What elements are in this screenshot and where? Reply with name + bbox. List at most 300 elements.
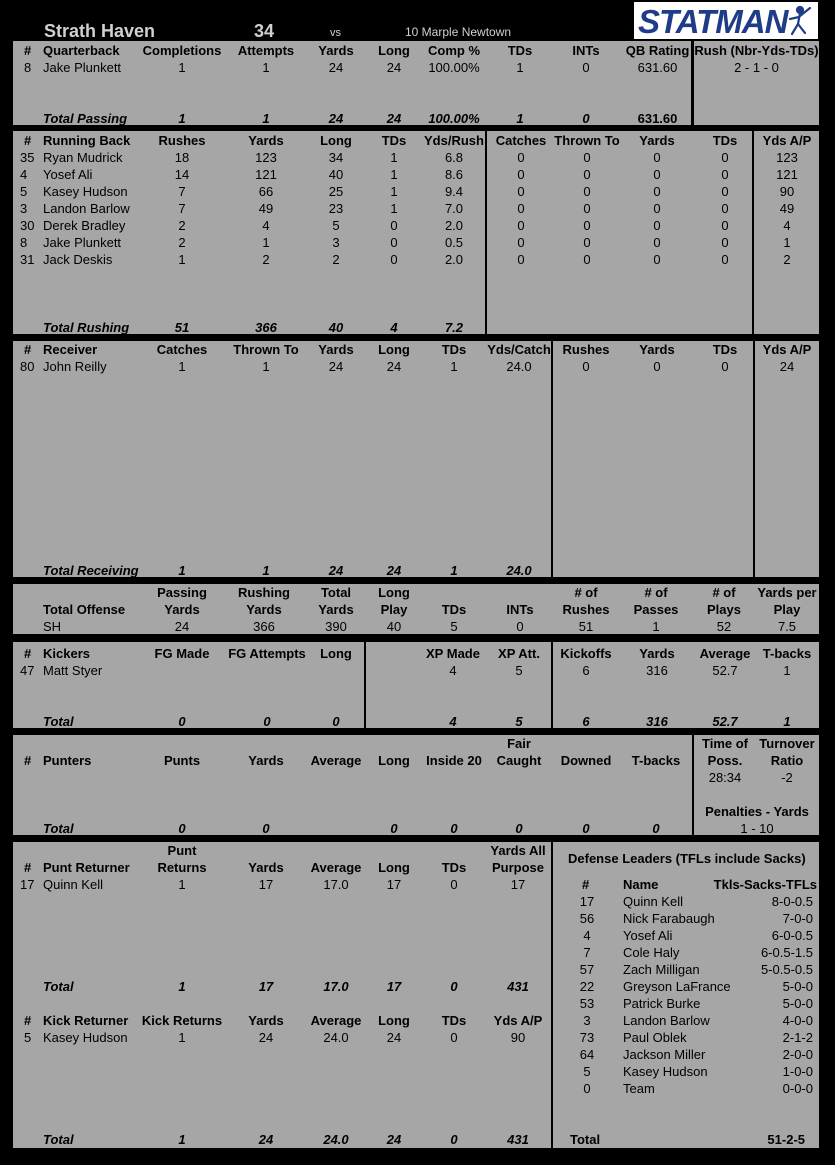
- player-name: Derek Bradley: [43, 218, 126, 233]
- defender-stats: 5-0-0: [782, 979, 813, 994]
- kick-returns: 1: [178, 1030, 186, 1045]
- head-num-of-2: # of: [644, 585, 668, 600]
- t-backs: 1: [783, 663, 791, 678]
- col-rush-yards: Yards: [639, 342, 675, 357]
- defender-stats: 6-0.5-1.5: [760, 945, 813, 960]
- col-long: Long: [378, 753, 410, 768]
- head-long-play: Play: [380, 602, 408, 617]
- long: 25: [328, 184, 344, 199]
- total-kickoff-yards: 316: [646, 714, 668, 729]
- rush-tds: 0: [721, 359, 729, 374]
- col-long: Long: [320, 646, 352, 661]
- total-label: Total: [43, 714, 74, 729]
- comp-pct: 100.00%: [428, 60, 480, 75]
- col-ints: INTs: [572, 43, 600, 58]
- thrown-to: 0: [583, 184, 591, 199]
- yards: 66: [258, 184, 274, 199]
- yards-all-purpose: 17: [510, 877, 526, 892]
- yds-ap: 90: [510, 1030, 526, 1045]
- kickoffs: 6: [582, 663, 590, 678]
- total-catches: 1: [178, 563, 186, 578]
- rec-yards: 0: [653, 201, 661, 216]
- col-downed: Downed: [560, 753, 612, 768]
- total-long: 17: [386, 979, 402, 994]
- long: 40: [328, 167, 344, 182]
- total-yards: 24: [328, 111, 344, 126]
- defender-name: Nick Farabaugh: [623, 911, 715, 926]
- long-play: 40: [386, 619, 402, 634]
- long: 5: [332, 218, 340, 233]
- total-tds: 1: [450, 563, 458, 578]
- col-tds: TDs: [441, 860, 467, 875]
- total-all-purpose: 431: [507, 979, 529, 994]
- head-punt: Punt: [167, 843, 197, 858]
- head-num-of-3: # of: [712, 585, 736, 600]
- yds-ap: 49: [779, 201, 795, 216]
- passing-yards: 24: [174, 619, 190, 634]
- total-inside-20: 0: [450, 821, 458, 836]
- col-catches: Catches: [495, 133, 547, 148]
- col-quarterback: Quarterback: [43, 43, 120, 58]
- col-inside-20: Inside 20: [426, 753, 482, 768]
- col-punts: Punts: [163, 753, 201, 768]
- thrown-to: 1: [262, 359, 270, 374]
- opponent-name: 10 Marple Newtown: [405, 25, 512, 39]
- catches: 0: [517, 167, 525, 182]
- player-number: 5: [20, 184, 28, 199]
- head-passing-yards: Yards: [164, 602, 200, 617]
- defense-title: Defense Leaders (TFLs include Sacks): [568, 851, 806, 866]
- col-player-name: Running Back: [43, 133, 131, 148]
- average: 17.0: [323, 877, 349, 892]
- total-long: 24: [386, 1132, 402, 1147]
- head-yards-per: Yards per: [757, 585, 817, 600]
- defender-number: 0: [583, 1081, 591, 1096]
- total-value: 51-2-5: [767, 1132, 805, 1147]
- total-tds: 0: [450, 979, 458, 994]
- yds-rush: 2.0: [444, 252, 464, 267]
- plays: 52: [716, 619, 732, 634]
- yards: 24: [328, 60, 344, 75]
- player-number: 4: [20, 167, 28, 182]
- divider: [692, 735, 694, 835]
- col-number: #: [582, 877, 590, 892]
- col-comp-pct: Comp %: [428, 43, 480, 58]
- col-average: Average: [699, 646, 751, 661]
- long: 24: [386, 1030, 402, 1045]
- col-rushes: Rushes: [562, 342, 610, 357]
- team-score: 34: [254, 21, 275, 41]
- player-name: Ryan Mudrick: [43, 150, 123, 165]
- col-number: #: [24, 646, 32, 661]
- total-punts: 0: [178, 821, 186, 836]
- defender-name: Zach Milligan: [623, 962, 700, 977]
- defender-name: Kasey Hudson: [623, 1064, 708, 1079]
- total-average: 17.0: [323, 979, 349, 994]
- total-xp-att: 5: [515, 714, 523, 729]
- returns: 1: [178, 877, 186, 892]
- rec-tds: 0: [721, 167, 729, 182]
- defender-number: 22: [579, 979, 595, 994]
- penalties-label: Penalties - Yards: [705, 804, 809, 819]
- thrown-to: 0: [583, 235, 591, 250]
- head-rushing-yards: Yards: [246, 602, 282, 617]
- head-passing: Passing: [157, 585, 207, 600]
- defender-stats: 2-1-2: [782, 1030, 813, 1045]
- col-number: #: [24, 43, 32, 58]
- player-name: Jake Plunkett: [43, 60, 122, 75]
- catches: 0: [517, 235, 525, 250]
- head-passes: Passes: [633, 602, 679, 617]
- yards: 123: [255, 150, 277, 165]
- rec-tds: 0: [721, 252, 729, 267]
- defender-number: 7: [583, 945, 591, 960]
- long: 23: [328, 201, 344, 216]
- col-rec-yards: Yards: [639, 133, 675, 148]
- total-average: 52.7: [712, 714, 738, 729]
- tds: 1: [390, 167, 398, 182]
- defender-name: Cole Haly: [623, 945, 680, 960]
- yds-rush: 0.5: [444, 235, 464, 250]
- completions: 1: [178, 60, 186, 75]
- col-t-backs: T-backs: [762, 646, 812, 661]
- rec-tds: 0: [721, 218, 729, 233]
- team-name: Strath Haven: [44, 21, 156, 41]
- thrown-to: 0: [583, 252, 591, 267]
- col-completions: Completions: [142, 43, 222, 58]
- col-punt-returner: Punt Returner: [43, 860, 130, 875]
- col-yards: Yards: [248, 753, 284, 768]
- yds-rush: 8.6: [444, 167, 464, 182]
- receiving-panel: [13, 341, 819, 577]
- col-average: Average: [310, 860, 362, 875]
- defender-name: Jackson Miller: [623, 1047, 706, 1062]
- col-yds-ap: Yds A/P: [762, 342, 812, 357]
- total-fg-attempts: 0: [263, 714, 271, 729]
- total-tds: 0: [450, 1132, 458, 1147]
- total-yards: 17: [258, 979, 274, 994]
- total-thrown-to: 1: [262, 563, 270, 578]
- player-number: 17: [20, 877, 35, 892]
- player-name: Landon Barlow: [43, 201, 130, 216]
- col-long: Long: [320, 133, 352, 148]
- average: 24.0: [323, 1030, 349, 1045]
- total-yds-catch: 24.0: [506, 563, 532, 578]
- yds-ap: 121: [776, 167, 798, 182]
- player-number: 8: [20, 235, 28, 250]
- rushes: 7: [178, 184, 186, 199]
- col-fg-attempts: FG Attempts: [228, 646, 306, 661]
- head-rushes: Rushes: [562, 602, 610, 617]
- total-yards: 24: [328, 563, 344, 578]
- total-ints: 0: [582, 111, 590, 126]
- player-name: Kasey Hudson: [43, 184, 128, 199]
- yards: 24: [328, 359, 344, 374]
- col-yards: Yards: [318, 43, 354, 58]
- defender-number: 53: [579, 996, 595, 1011]
- col-average: Average: [310, 753, 362, 768]
- catches: 0: [517, 150, 525, 165]
- col-tds: TDs: [441, 1013, 467, 1028]
- yards: 4: [262, 218, 270, 233]
- tds: 1: [390, 150, 398, 165]
- col-kick-returner: Kick Returner: [43, 1013, 129, 1028]
- col-returns: Returns: [157, 860, 207, 875]
- total-long: 0: [390, 821, 398, 836]
- ints: 0: [582, 60, 590, 75]
- total-tds: 4: [390, 320, 398, 335]
- yds-ap: 4: [783, 218, 791, 233]
- col-average: Average: [310, 1013, 362, 1028]
- rushes: 0: [582, 359, 590, 374]
- rush-summary: 2 - 1 - 0: [734, 60, 779, 75]
- thrown-to: 0: [583, 201, 591, 216]
- defender-number: 57: [579, 962, 595, 977]
- col-xp-att: XP Att.: [498, 646, 540, 661]
- col-long: Long: [378, 342, 410, 357]
- attempts: 1: [262, 60, 270, 75]
- col-thrown-to: Thrown To: [554, 133, 620, 148]
- col-yds-ap: Yds A/P: [493, 1013, 543, 1028]
- col-yds-rush: Yds/Rush: [424, 133, 484, 148]
- divider: [551, 642, 553, 728]
- defender-number: 56: [579, 911, 595, 926]
- total-long: 24: [386, 111, 402, 126]
- total-label: Total: [43, 821, 74, 836]
- defender-number: 4: [583, 928, 591, 943]
- tds: 0: [450, 877, 458, 892]
- vs-label: vs: [330, 27, 341, 39]
- defender-stats: 0-0-0: [782, 1081, 813, 1096]
- divider: [551, 341, 553, 577]
- head-total-yards: Yards: [318, 602, 354, 617]
- col-name: Name: [623, 877, 659, 892]
- col-long: Long: [378, 43, 410, 58]
- catches: 0: [517, 252, 525, 267]
- defender-number: 64: [579, 1047, 595, 1062]
- col-yards: Yards: [318, 342, 354, 357]
- total-yards: 366: [255, 320, 277, 335]
- long: 17: [386, 877, 402, 892]
- total-label: Total Passing: [43, 111, 128, 126]
- yds-rush: 6.8: [444, 150, 464, 165]
- defender-number: 3: [583, 1013, 591, 1028]
- total-long: 0: [332, 714, 340, 729]
- time-of-poss-label-2: Poss.: [707, 753, 743, 768]
- rec-tds: 0: [721, 150, 729, 165]
- kickoff-average: 52.7: [712, 663, 738, 678]
- head-ints: INTs: [506, 602, 534, 617]
- statman-logo: [634, 2, 818, 39]
- turnover-ratio-value: -2: [781, 770, 793, 785]
- total-fair-caught: 0: [515, 821, 523, 836]
- total-t-backs: 0: [652, 821, 660, 836]
- defender-name: Landon Barlow: [623, 1013, 710, 1028]
- defender-stats: 6-0-0.5: [771, 928, 813, 943]
- rushes: 18: [174, 150, 190, 165]
- tds: 0: [390, 252, 398, 267]
- thrown-to: 0: [583, 150, 591, 165]
- kickoff-yards: 316: [646, 663, 668, 678]
- col-tds: TDs: [381, 133, 407, 148]
- col-yds-ap: Yds A/P: [762, 133, 812, 148]
- col-player-name: Receiver: [43, 342, 98, 357]
- rec-tds: 0: [721, 201, 729, 216]
- col-punters: Punters: [43, 753, 92, 768]
- yds-ap: 2: [783, 252, 791, 267]
- defender-name: Greyson LaFrance: [623, 979, 731, 994]
- yds-rush: 7.0: [444, 201, 464, 216]
- rec-tds: 0: [721, 184, 729, 199]
- col-yards: Yards: [639, 646, 675, 661]
- tds: 0: [390, 235, 398, 250]
- yards: 49: [258, 201, 274, 216]
- tds: 5: [450, 619, 458, 634]
- total-label: Total: [43, 979, 74, 994]
- rec-tds: 0: [721, 235, 729, 250]
- total-returns: 1: [178, 979, 186, 994]
- total-tds: 1: [516, 111, 524, 126]
- col-yds-catch: Yds/Catch: [487, 342, 551, 357]
- total-attempts: 1: [262, 111, 270, 126]
- col-kick-returns: Kick Returns: [141, 1013, 223, 1028]
- col-purpose: Purpose: [491, 860, 544, 875]
- rushes: 7: [178, 201, 186, 216]
- player-name: Jack Deskis: [43, 252, 113, 267]
- thrown-to: 0: [583, 218, 591, 233]
- head-yards-all: Yards All: [490, 843, 546, 858]
- total-label: Total: [43, 1132, 74, 1147]
- total-label: Total Rushing: [43, 320, 130, 335]
- total-downed: 0: [582, 821, 590, 836]
- turnover-ratio-label-2: Ratio: [770, 753, 804, 768]
- rec-yards: 0: [653, 218, 661, 233]
- col-thrown-to: Thrown To: [233, 342, 299, 357]
- head-rushing: Rushing: [238, 585, 290, 600]
- rec-yards: 0: [653, 150, 661, 165]
- defender-stats: 5-0-0: [782, 996, 813, 1011]
- player-number: 3: [20, 201, 28, 216]
- yards: 2: [262, 252, 270, 267]
- catches: 0: [517, 218, 525, 233]
- defender-stats: 2-0-0: [782, 1047, 813, 1062]
- catches: 0: [517, 184, 525, 199]
- qb-rating: 631.60: [637, 60, 678, 75]
- total-xp-made: 4: [449, 714, 457, 729]
- yds-ap: 90: [779, 184, 795, 199]
- yards: 1: [262, 235, 270, 250]
- total-kick-returns: 1: [178, 1132, 186, 1147]
- player-number: 30: [20, 218, 35, 233]
- col-number: #: [24, 753, 32, 768]
- total-long: 24: [386, 563, 402, 578]
- catches: 0: [517, 201, 525, 216]
- col-kickers: Kickers: [43, 646, 90, 661]
- long: 24: [386, 60, 402, 75]
- col-rushes: Rushes: [158, 133, 206, 148]
- total-yards: 0: [262, 821, 270, 836]
- defender-name: Yosef Ali: [623, 928, 673, 943]
- head-long: Long: [378, 585, 410, 600]
- passes: 1: [652, 619, 660, 634]
- rec-yards: 0: [653, 252, 661, 267]
- ints: 0: [516, 619, 524, 634]
- col-yards: Yards: [248, 133, 284, 148]
- defender-stats: 8-0-0.5: [771, 894, 813, 909]
- rushes: 2: [178, 235, 186, 250]
- player-number: 31: [20, 252, 35, 267]
- penalties-value: 1 - 10: [740, 821, 774, 836]
- tds: 0: [390, 218, 398, 233]
- col-qb-rating: QB Rating: [625, 43, 690, 58]
- head-total: Total: [320, 585, 352, 600]
- head-tds: TDs: [441, 602, 467, 617]
- tds: 1: [516, 60, 524, 75]
- rec-yards: 0: [653, 167, 661, 182]
- player-name: Matt Styer: [43, 663, 103, 678]
- divider: [753, 341, 755, 577]
- total-offense-label: Total Offense: [43, 602, 126, 617]
- total-yds-rush: 7.2: [444, 320, 464, 335]
- long: 3: [332, 235, 340, 250]
- yds-rush: 2.0: [444, 218, 464, 233]
- rushes: 14: [174, 167, 190, 182]
- team-abbrev: SH: [43, 619, 62, 634]
- turnover-ratio-label: Turnover: [759, 736, 815, 751]
- yds-rush: 9.4: [444, 184, 464, 199]
- col-rush-tds: TDs: [712, 342, 738, 357]
- player-name: Kasey Hudson: [43, 1030, 128, 1045]
- player-number: 47: [20, 663, 35, 678]
- yds-catch: 24.0: [506, 359, 532, 374]
- yards: 17: [258, 877, 274, 892]
- time-of-poss-label: Time of: [702, 736, 748, 751]
- svg-text:STATMAN: STATMAN: [638, 3, 788, 39]
- col-rush-nbr-yds-tds: Rush (Nbr-Yds-TDs): [694, 43, 819, 58]
- player-number: 35: [20, 150, 35, 165]
- rushes: 2: [178, 218, 186, 233]
- col-yards: Yards: [248, 860, 284, 875]
- col-tds: TDs: [507, 43, 533, 58]
- col-player-number: #: [24, 342, 32, 357]
- defender-name: Quinn Kell: [623, 894, 683, 909]
- total-completions: 1: [178, 111, 186, 126]
- total-rushes: 51: [174, 320, 190, 335]
- defender-name: Paul Oblek: [623, 1030, 687, 1045]
- total-label: Total: [570, 1132, 601, 1147]
- time-of-poss-value: 28:34: [708, 770, 742, 785]
- col-catches: Catches: [156, 342, 208, 357]
- long: 34: [328, 150, 344, 165]
- yards: 121: [255, 167, 277, 182]
- player-number: 8: [24, 60, 32, 75]
- rushing-yards: 366: [253, 619, 275, 634]
- player-number: 5: [24, 1030, 32, 1045]
- head-plays: Plays: [707, 602, 741, 617]
- defender-number: 5: [583, 1064, 591, 1079]
- col-tkls-sacks-tfls: Tkls-Sacks-TFLs: [713, 877, 817, 892]
- player-name: John Reilly: [43, 359, 107, 374]
- col-tds: TDs: [441, 342, 467, 357]
- col-xp-made: XP Made: [426, 646, 480, 661]
- player-name: Quinn Kell: [43, 877, 103, 892]
- tds: 1: [390, 201, 398, 216]
- total-average: 24.0: [323, 1132, 349, 1147]
- total-qb-rating: 631.60: [637, 111, 678, 126]
- xp-made: 4: [449, 663, 457, 678]
- defender-name: Team: [623, 1081, 655, 1096]
- col-player-number: #: [24, 133, 32, 148]
